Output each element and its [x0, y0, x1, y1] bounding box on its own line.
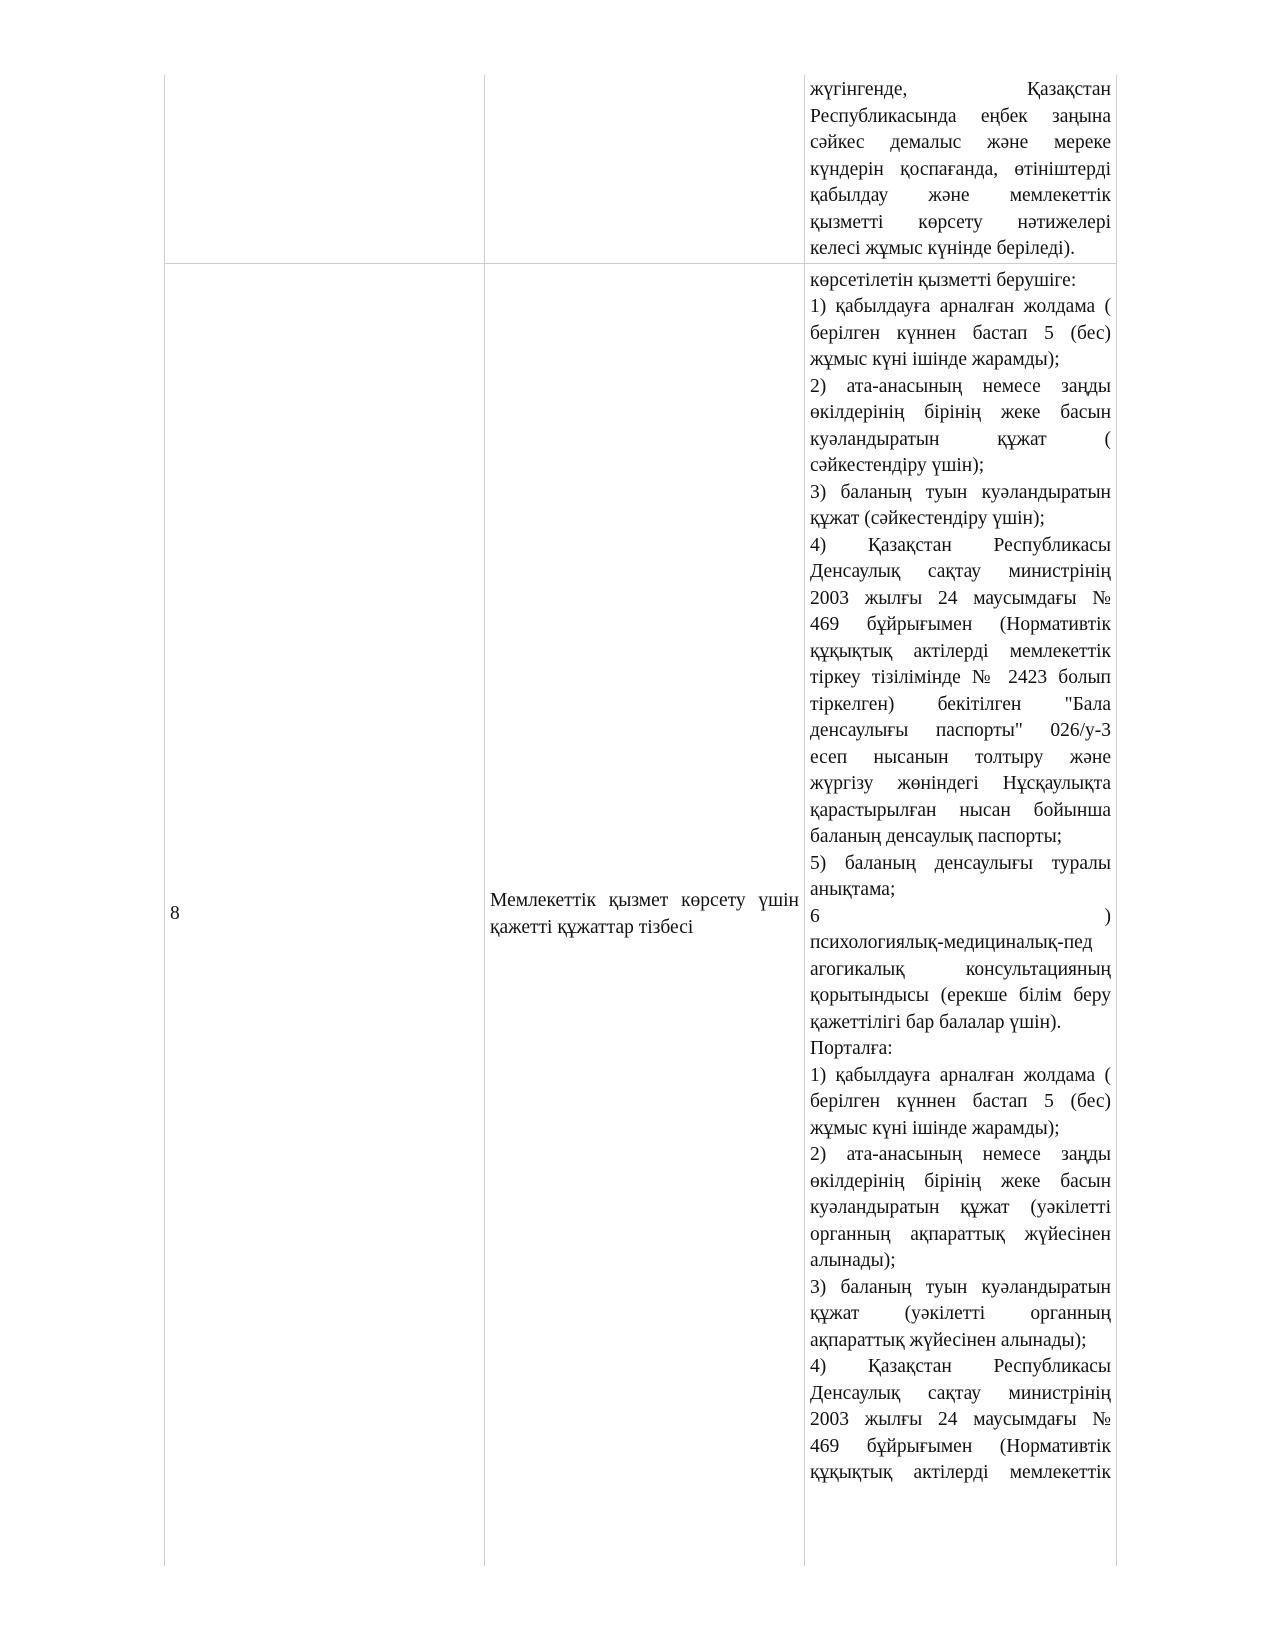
- content-line: жұмыс күні ішінде жарамды);: [810, 349, 1060, 370]
- content-line: тіркелген) бекітілген "Бала: [810, 693, 1111, 715]
- content-line: берілген күннен бастап 5 (бес): [810, 322, 1111, 344]
- content-line: денсаулығы паспорты" 026/у-3: [810, 720, 1111, 741]
- content-line: сәйкестендіру үшін);: [810, 455, 985, 476]
- content-line: құжат (сәйкестендіру үшін);: [810, 508, 1045, 529]
- content-line: келесі жұмыс күнінде беріледі).: [810, 238, 1075, 259]
- content-line: қабылдау және мемлекеттік: [810, 185, 1111, 206]
- content-line: жұмыс күні ішінде жарамды);: [810, 1117, 1060, 1139]
- row-number: 8: [170, 903, 180, 925]
- content-line: қорытындысы (ерекше білім беру: [810, 985, 1111, 1006]
- row-content-cell: [805, 75, 1117, 263]
- content-line: органның ақпараттық жүйесінен: [810, 1223, 1111, 1245]
- content-line: берілген күннен бастап 5 (бес): [810, 1091, 1111, 1112]
- content-line: куәландыратын құжат (уәкілетті: [810, 1197, 1111, 1218]
- content-line: психологиялық-медициналық-пед: [810, 932, 1093, 953]
- content-line: жүргізу жөніндегі Нұсқаулықта: [810, 773, 1111, 794]
- content-line: 4) Қазақстан Республикасы: [810, 1356, 1111, 1377]
- content-line: 1) қабылдауға арналған жолдама (: [810, 296, 1111, 317]
- content-line: 3) баланың туын куәландыратын: [810, 481, 1111, 503]
- row-title: Мемлекеттік қызмет көрсету үшін қажетті құжаттар тізбесі: [490, 890, 799, 938]
- content-line: қызметті көрсету нәтижелері: [810, 211, 1111, 233]
- content-line: 5) баланың денсаулығы туралы: [810, 852, 1111, 874]
- content-line: өкілдерінің бірінің жеке басын: [810, 1170, 1111, 1192]
- row-number-cell: [165, 263, 485, 1566]
- content-line: баланың денсаулық паспорты;: [810, 826, 1063, 847]
- content-line: 1) қабылдауға арналған жолдама (: [810, 1064, 1111, 1086]
- content-line: 6 ): [810, 905, 1111, 927]
- content-line: өкілдерінің бірінің жеке басын: [810, 402, 1111, 423]
- content-line: сәйкес демалыс және мереке: [810, 132, 1111, 153]
- content-line: күндерін қоспағанда, өтініштерді: [810, 158, 1111, 180]
- content-line: агогикалық консультацияның: [810, 958, 1111, 980]
- content-line: Денсаулық сақтау министрінің: [810, 1382, 1111, 1404]
- content-line: құжат (уәкілетті органның: [810, 1303, 1111, 1324]
- content-line: жүгінгенде, Қазақстан: [810, 79, 1111, 100]
- row-title-cell: [485, 263, 805, 1566]
- content-line: Республикасында еңбек заңына: [810, 105, 1111, 127]
- content-line: Порталға:: [810, 1038, 893, 1059]
- content-line: құқықтық актілерді мемлекеттік: [810, 1462, 1111, 1483]
- content-line: қажеттілігі бар балалар үшін).: [810, 1011, 1062, 1033]
- content-line: 2003 жылғы 24 маусымдағы №: [810, 587, 1111, 609]
- content-line: анықтама;: [810, 879, 896, 900]
- content-line: 469 бұйрығымен (Нормативтік: [810, 614, 1111, 635]
- content-line: ақпараттық жүйесінен алынады);: [810, 1329, 1087, 1351]
- content-line: 2) ата-анасының немесе заңды: [810, 1144, 1111, 1165]
- content-line: тіркеу тізілімінде № 2423 болып: [810, 667, 1111, 688]
- content-line: көрсетілетін қызметті берушіге:: [810, 269, 1077, 291]
- content-line: 2003 жылғы 24 маусымдағы №: [810, 1409, 1111, 1430]
- content-line: алынады);: [810, 1250, 896, 1271]
- row-content-cell: [805, 263, 1117, 1566]
- content-line: есеп нысанын толтыру және: [810, 746, 1111, 768]
- content-line: 2) ата-анасының немесе заңды: [810, 375, 1111, 397]
- row-number-cell: [165, 75, 485, 263]
- content-line: құқықтық актілерді мемлекеттік: [810, 640, 1111, 662]
- content-line: 4) Қазақстан Республикасы: [810, 534, 1111, 556]
- content-line: 469 бұйрығымен (Нормативтік: [810, 1435, 1111, 1457]
- content-line: қарастырылған нысан бойынша: [810, 799, 1111, 821]
- content-line: 3) баланың туын куәландыратын: [810, 1276, 1111, 1298]
- row-title-cell: [485, 75, 805, 263]
- content-lines: [810, 268, 1111, 1566]
- table-row: [165, 75, 1117, 263]
- content-line: Денсаулық сақтау министрінің: [810, 561, 1111, 582]
- content-line: куәландыратын құжат (: [810, 428, 1111, 450]
- table-row: [165, 263, 1117, 1566]
- content-lines: [810, 77, 1111, 263]
- services-table: [164, 75, 1117, 1566]
